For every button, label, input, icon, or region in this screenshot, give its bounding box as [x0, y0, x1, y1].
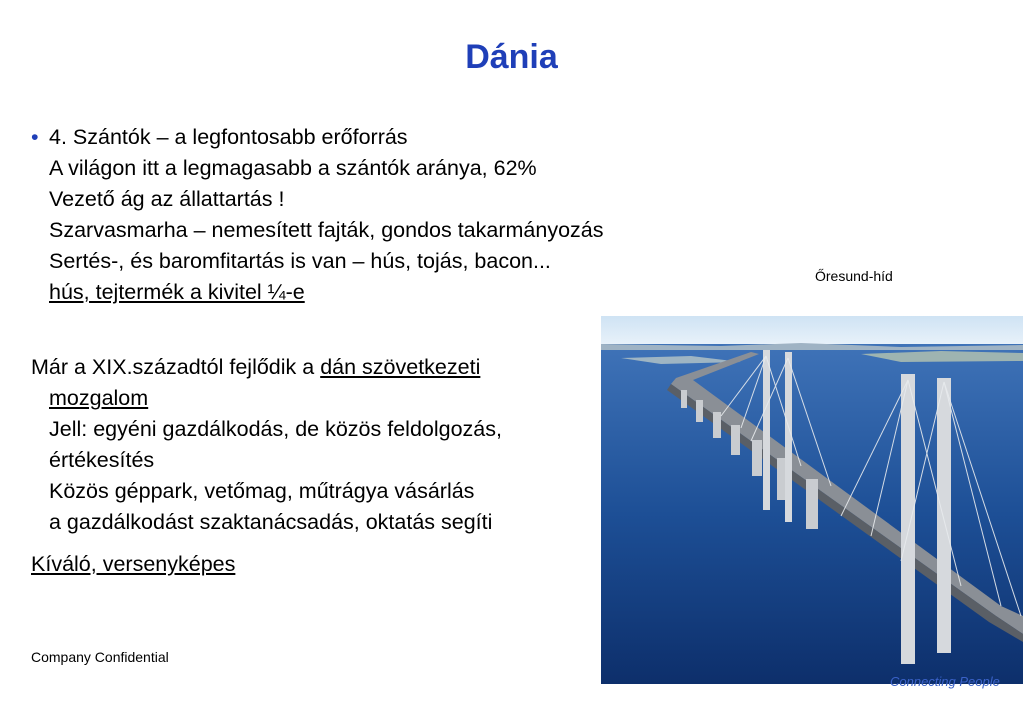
text-line: Már a XIX.századtól fejlődik a dán szövetkezeti [31, 355, 481, 379]
bridge-illustration [601, 316, 1023, 684]
underlined-text-line: mozgalom [49, 386, 149, 410]
photo-caption: Őresund-híd [815, 268, 893, 284]
bullet-marker: • [31, 125, 39, 149]
text-line: Közös géppark, vetőmag, műtrágya vásárlás [49, 479, 475, 503]
text-line: Szarvasmarha – nemesített fajták, gondos takarmányozás [49, 218, 604, 242]
bullet-block-agriculture [31, 122, 604, 308]
underlined-phrase: dán szövetkezeti [320, 355, 481, 379]
text-line: A világon itt a legmagasabb a szántók aránya, 62% [49, 156, 537, 180]
paragraph-cooperative [31, 352, 502, 538]
underlined-text-line: Kíváló, versenyképes [31, 552, 236, 576]
brand-tagline: Connecting People [890, 674, 1000, 689]
text-line: Sertés-, és baromfitartás is van – hús, tojás, bacon... [49, 249, 551, 273]
text-line: Jell: egyéni gazdálkodás, de közös feldolgozás, [49, 417, 502, 441]
paragraph-conclusion [31, 549, 235, 580]
bridge-photo-icon [601, 316, 1023, 684]
slide-title: Dánia [465, 38, 558, 76]
bullet-line: • 4. Szántók – a legfontosabb erőforrás [31, 122, 604, 153]
footer-confidential: Company Confidential [31, 649, 169, 665]
text-line: Vezető ág az állattartás ! [49, 187, 285, 211]
underlined-text-line: hús, tejtermék a kivitel ¼-e [49, 280, 305, 304]
text-line: a gazdálkodást szaktanácsadás, oktatás segíti [49, 510, 493, 534]
text-line: értékesítés [49, 448, 155, 472]
